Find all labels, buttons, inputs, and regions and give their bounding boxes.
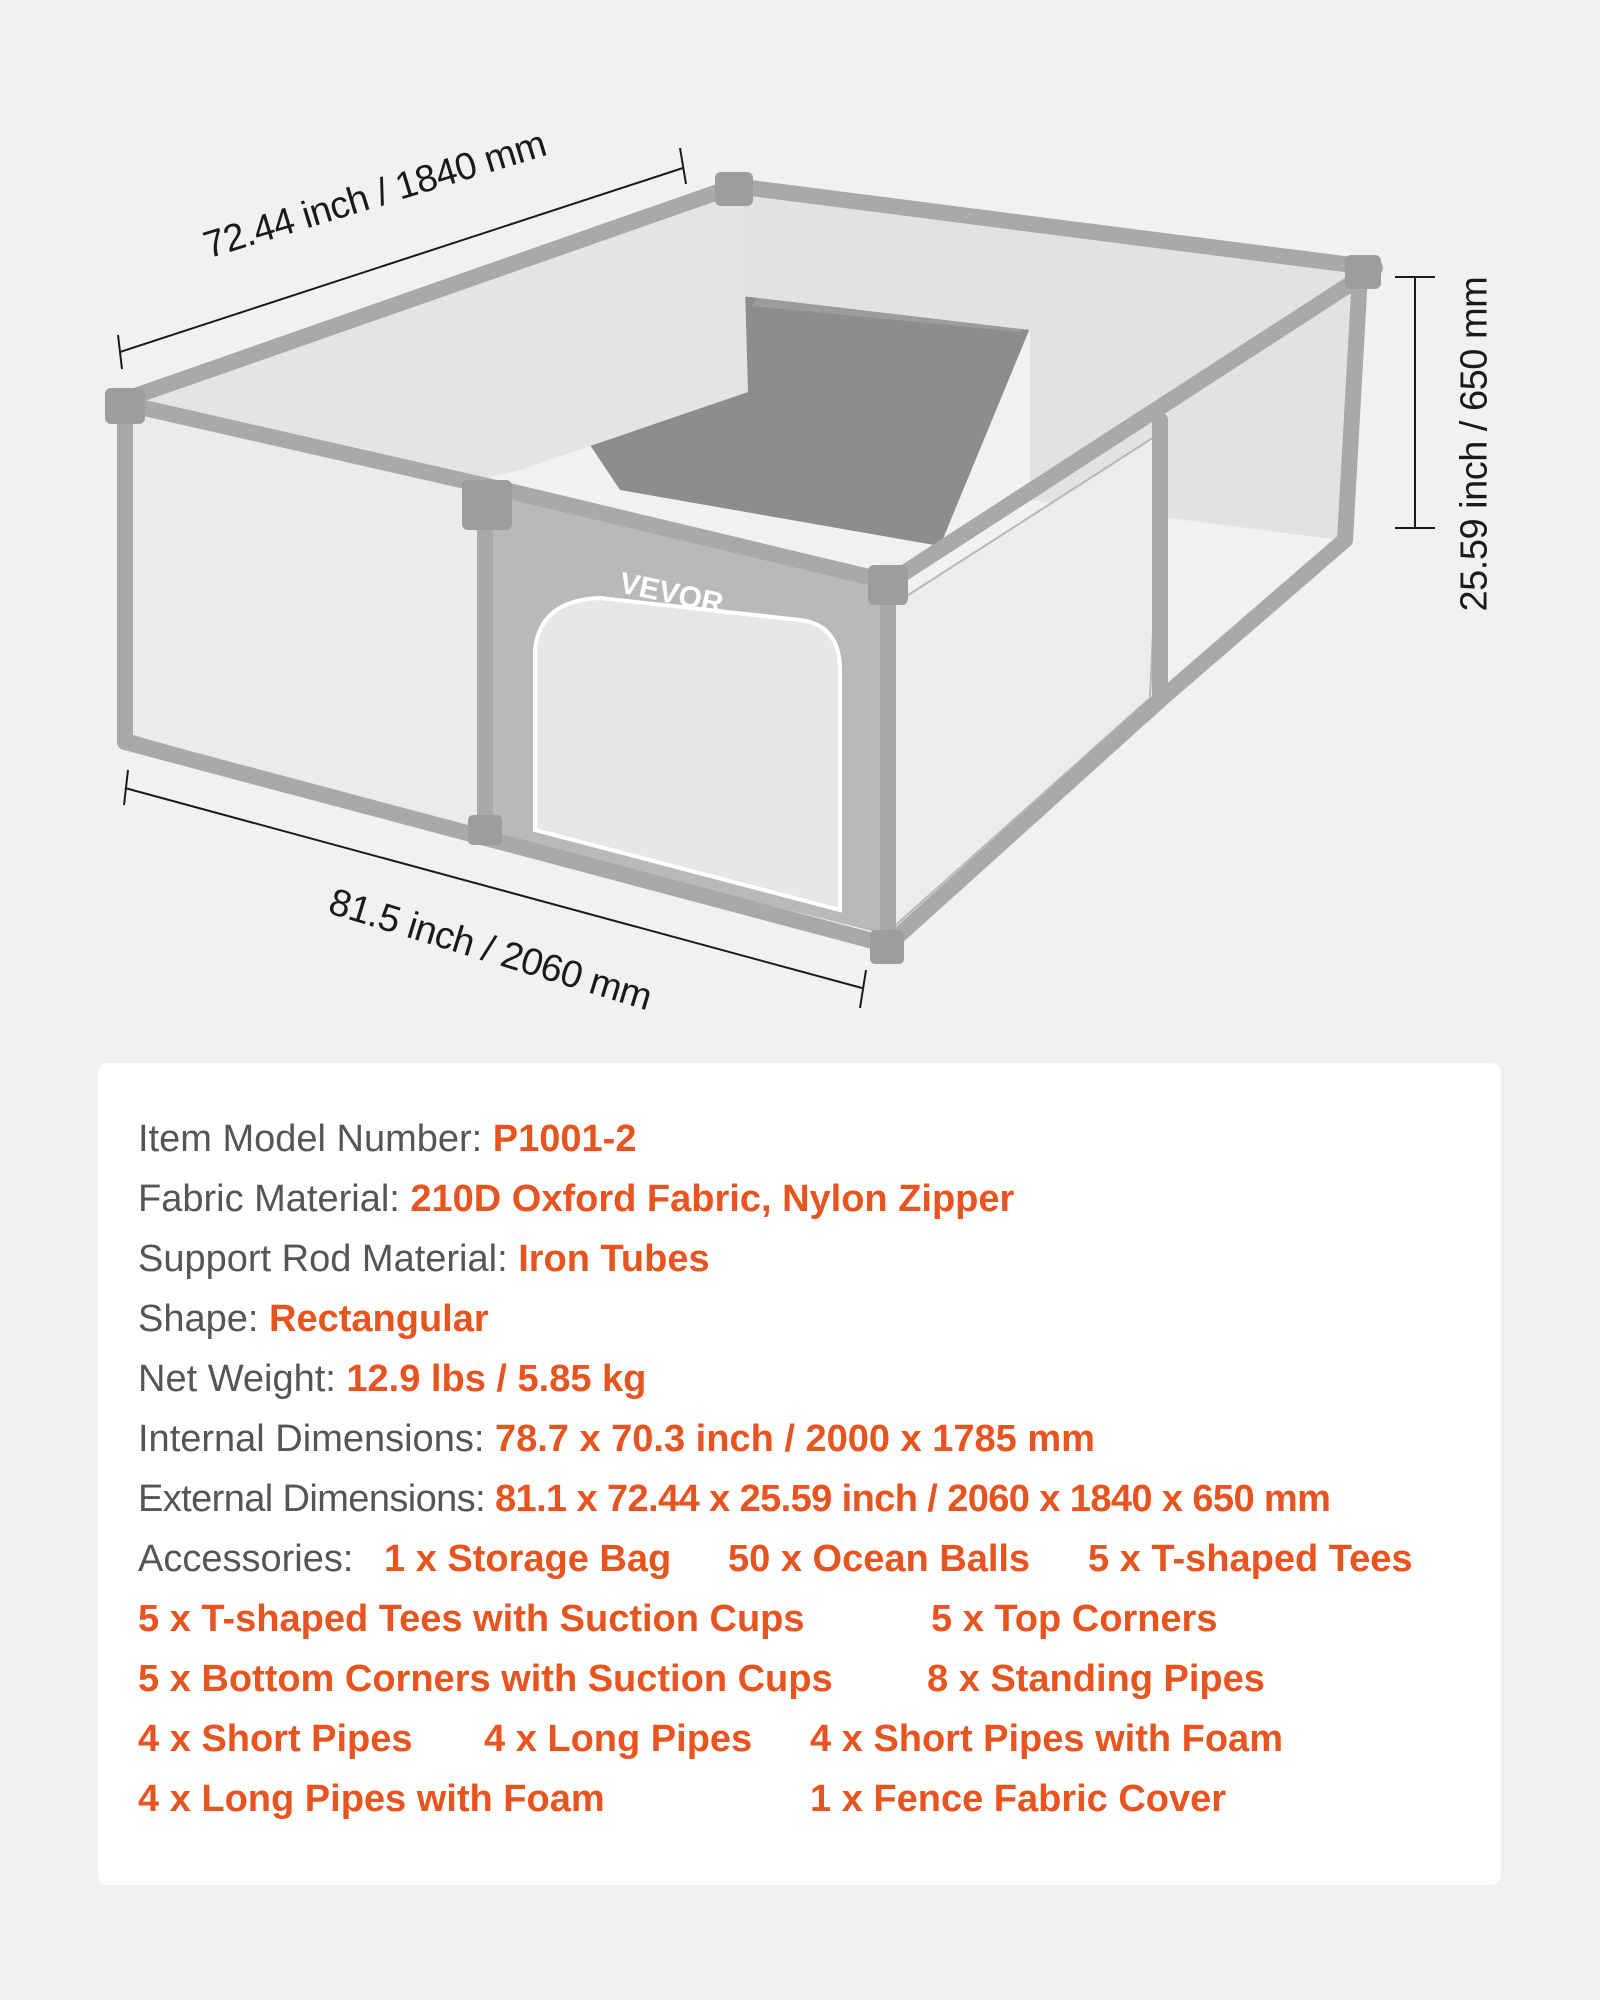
accessory-item: 1 x Fence Fabric Cover [810, 1778, 1227, 1820]
accessory-item: 4 x Short Pipes with Foam [810, 1718, 1283, 1760]
spec-value: Rectangular [269, 1298, 489, 1340]
accessory-item: 5 x T-shaped Tees with Suction Cups [138, 1598, 805, 1640]
spec-label: Item Model Number: [138, 1118, 483, 1160]
spec-label: External Dimensions: [138, 1478, 486, 1520]
length-tick-right [680, 148, 686, 184]
spec-row-net-weight [138, 1356, 646, 1402]
height-dimension-label: 25.59 inch / 650 mm [1453, 276, 1496, 612]
spec-value: 81.1 x 72.44 x 25.59 inch / 2060 x 1840 x 650 mm [495, 1478, 1331, 1520]
accessory-item: 50 x Ocean Balls [728, 1538, 1031, 1580]
width-dimension-label: 81.5 inch / 2060 mm [324, 880, 657, 1019]
spec-label: Net Weight: [138, 1358, 336, 1400]
accessories-label-row [138, 1536, 353, 1582]
accessory-item: 4 x Long Pipes with Foam [138, 1778, 605, 1820]
length-dimension-label: 72.44 inch / 1840 mm [198, 123, 551, 268]
spec-label: Support Rod Material: [138, 1238, 508, 1280]
accessory-item: 5 x Top Corners [931, 1598, 1218, 1640]
spec-value: P1001-2 [492, 1118, 637, 1160]
accessory-item: 8 x Standing Pipes [927, 1658, 1265, 1700]
width-tick-left [124, 770, 128, 805]
accessory-item: 5 x Bottom Corners with Suction Cups [138, 1658, 833, 1700]
spec-value: 210D Oxford Fabric, Nylon Zipper [410, 1178, 1015, 1220]
spec-card [98, 1063, 1501, 1885]
accessory-item: 4 x Long Pipes [484, 1718, 753, 1760]
spec-row-fabric [138, 1176, 1014, 1222]
accessory-item: 4 x Short Pipes [138, 1718, 413, 1760]
spec-row-external-dimensions [138, 1476, 1330, 1522]
vevor-logo: VEVOR [616, 566, 727, 621]
spec-label: Internal Dimensions: [138, 1418, 485, 1460]
accessories-label: Accessories: [138, 1538, 354, 1580]
spec-label: Shape: [138, 1298, 259, 1340]
spec-row-shape [138, 1296, 489, 1342]
spec-value: Iron Tubes [518, 1238, 710, 1280]
accessory-item: 1 x Storage Bag [384, 1538, 672, 1580]
spec-row-support-rod [138, 1236, 710, 1282]
spec-row-model [138, 1116, 636, 1162]
width-tick-right [860, 970, 866, 1008]
accessory-item: 5 x T-shaped Tees [1088, 1538, 1413, 1580]
spec-label: Fabric Material: [138, 1178, 400, 1220]
spec-value: 12.9 lbs / 5.85 kg [346, 1358, 647, 1400]
spec-row-internal-dimensions [138, 1416, 1095, 1462]
spec-value: 78.7 x 70.3 inch / 2000 x 1785 mm [494, 1418, 1095, 1460]
